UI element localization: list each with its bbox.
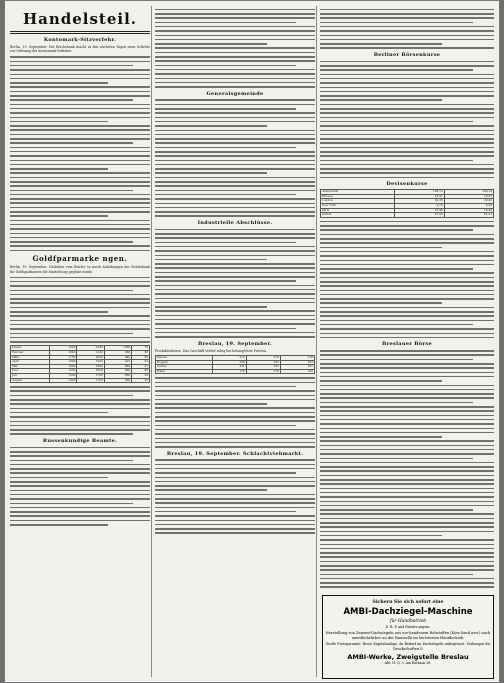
table-cell: 193: [280, 360, 314, 365]
table-cell: Mai: [11, 364, 50, 369]
column-left: [10, 6, 150, 528]
section-heading: Berliner Börsenkurse: [373, 51, 441, 58]
table-cell: Februar: [11, 350, 50, 355]
newspaper-page: [4, 0, 500, 683]
ad-body: Herstellung von Zement-Dachziegeln aus vor-handenem Rohstoffen (Kies-Sand usw.) nach unentbehrlicher an der Baustelle im leichtesten Handbetrieb.: [325, 631, 491, 640]
section-heading: Russenkundige Beamte.: [42, 437, 118, 444]
article-body: [320, 61, 494, 179]
table-cell: 2050: [77, 355, 104, 360]
table-cell: Gerste: [156, 365, 213, 370]
table-cell: 830: [104, 373, 131, 378]
table-cell: 66: [132, 355, 150, 360]
table-cell: Amsterdam: [321, 190, 395, 195]
article-body: [155, 377, 315, 447]
table-cell: 2100: [77, 350, 104, 355]
table-cell: Paris: [321, 208, 395, 213]
table-row: [11, 378, 150, 383]
article-body: [155, 229, 315, 338]
article-body: [155, 99, 315, 217]
table-cell: 168,72: [395, 190, 444, 195]
section-heading: Industrielle Abschlüsse.: [197, 219, 273, 226]
section-heading: Devisenkurse: [386, 181, 428, 188]
table-cell: 1550: [49, 369, 76, 374]
advertisement-box: [322, 595, 494, 679]
table-cell: März: [11, 355, 50, 360]
table-cell: 20,38: [395, 199, 444, 204]
column-rule: [316, 6, 317, 677]
table-cell: 18,95: [444, 194, 493, 199]
table-cell: 214: [212, 355, 246, 360]
table-cell: 203: [246, 365, 280, 370]
table-cell: 880: [104, 364, 131, 369]
article-body: [10, 56, 150, 251]
table-cell: 178: [246, 369, 280, 374]
table-cell: 4,19: [395, 204, 444, 209]
table-cell: 1900: [77, 364, 104, 369]
table-cell: Zürich: [321, 213, 395, 218]
table-cell: New York: [321, 204, 395, 209]
section-heading: Breslau, 19. September. Schlachtviehmarkt.: [166, 450, 304, 457]
table-cell: 1990: [77, 360, 104, 365]
article-body: [10, 386, 150, 435]
table-cell: Hafer: [156, 369, 213, 374]
table-cell: Roggen: [156, 360, 213, 365]
table-cell: 940: [104, 355, 131, 360]
table-cell: 16,44: [395, 208, 444, 213]
table-cell: Juni: [11, 369, 50, 374]
section-heading: Kontomark-Sitzverfehr.: [43, 37, 117, 43]
table-cell: 1760: [77, 373, 104, 378]
ad-patent-note: D. R. P. und Patente angem.: [385, 625, 431, 629]
table-cell: 910: [104, 360, 131, 365]
ad-subtitle: für Handbetrieb: [389, 619, 427, 624]
ad-headline: Sichern Sie sich sofort eine: [372, 600, 444, 605]
table-cell: 176: [212, 369, 246, 374]
table-cell: 1920: [49, 346, 76, 351]
data-table: [155, 355, 315, 374]
article-body: [10, 277, 150, 343]
section-heading: Breslau, 19. September.: [197, 340, 273, 347]
ad-product-name: AMBI-Dachziegel-Maschine: [343, 607, 473, 617]
table-cell: 61: [132, 364, 150, 369]
data-table: [10, 345, 150, 383]
masthead: Handelsteil.: [22, 10, 138, 28]
table-cell: London: [321, 199, 395, 204]
table-cell: April: [11, 360, 50, 365]
table-cell: 1500: [49, 373, 76, 378]
column-middle: [155, 6, 315, 537]
table-cell: 192: [246, 360, 280, 365]
article-lead: Berlin, 19. September. Die Reichsbank macht in den nächsten Tagen neue Schritte zur Ordnung des Kontomark-Verkehrs.: [10, 45, 150, 54]
table-row: [321, 213, 494, 218]
table-cell: 20,43: [444, 199, 493, 204]
column-rule: [151, 6, 152, 677]
ad-body-secondary: Große Preisgarantie. Beste Kapitalanlage, da Bedarf an Dachziegeln unbegrenzt. Verlangen Sie Druckschriften D: [325, 642, 491, 651]
column-right: [320, 6, 494, 588]
data-table: [320, 189, 494, 218]
table-cell: 1800: [49, 350, 76, 355]
table-cell: 169,14: [444, 190, 493, 195]
table-cell: 16,48: [444, 208, 493, 213]
article-lead: Produktenbörse. Das Geschäft verlief ruhig bei behaupteten Preisen.: [155, 348, 267, 353]
table-cell: 205: [280, 365, 314, 370]
table-cell: 980: [104, 350, 131, 355]
table-cell: 1450: [49, 378, 76, 383]
table-cell: 1690: [49, 360, 76, 365]
table-cell: 64: [132, 360, 150, 365]
table-cell: 18,91: [395, 194, 444, 199]
article-body: [10, 447, 150, 526]
section-heading: Generalsgemeinde: [206, 90, 264, 97]
section-heading: Goldfparmarke ngen.: [32, 254, 128, 264]
table-cell: 201: [212, 365, 246, 370]
table-cell: 81,23: [444, 213, 493, 218]
table-cell: 58: [132, 373, 150, 378]
article-lead: Berlin, 19. September. Nachdem vom Reichs- ta meeh Anhebungen der Reichsbank für Goldsparkonten die Einrichtung geplant wurde.: [10, 265, 150, 274]
article-body: [155, 459, 315, 534]
article-body: [320, 9, 494, 49]
table-cell: Juli: [11, 373, 50, 378]
table-cell: 1000: [104, 346, 131, 351]
article-body: [155, 9, 315, 88]
table-cell: 60: [132, 369, 150, 374]
table-cell: 56: [132, 378, 150, 383]
table-cell: 1750: [49, 355, 76, 360]
table-cell: 180: [280, 369, 314, 374]
table-cell: Januar: [11, 346, 50, 351]
article-body: [320, 350, 494, 588]
table-cell: Brüssel: [321, 194, 395, 199]
section-heading: Breslauer Börse: [382, 341, 432, 348]
table-cell: 800: [104, 378, 131, 383]
table-cell: 81,03: [395, 213, 444, 218]
masthead-rule: [10, 31, 150, 34]
table-cell: 216: [246, 355, 280, 360]
table-cell: Weizen: [156, 355, 213, 360]
table-cell: 1820: [77, 369, 104, 374]
table-cell: 860: [104, 369, 131, 374]
ad-company-name: AMBI-Werke, Zweigstelle Breslau: [347, 653, 469, 661]
table-cell: 4,20: [444, 204, 493, 209]
table-cell: 68: [132, 350, 150, 355]
table-cell: 2340: [77, 346, 104, 351]
table-cell: 218: [280, 355, 314, 360]
table-cell: 190: [212, 360, 246, 365]
table-cell: 1700: [77, 378, 104, 383]
table-cell: 70: [132, 346, 150, 351]
ad-address: Abt. H. Q. 3. Am Rathaus 38.: [384, 661, 432, 665]
article-body: [320, 221, 494, 339]
table-cell: August: [11, 378, 50, 383]
table-cell: 1600: [49, 364, 76, 369]
table-row: [156, 369, 315, 374]
